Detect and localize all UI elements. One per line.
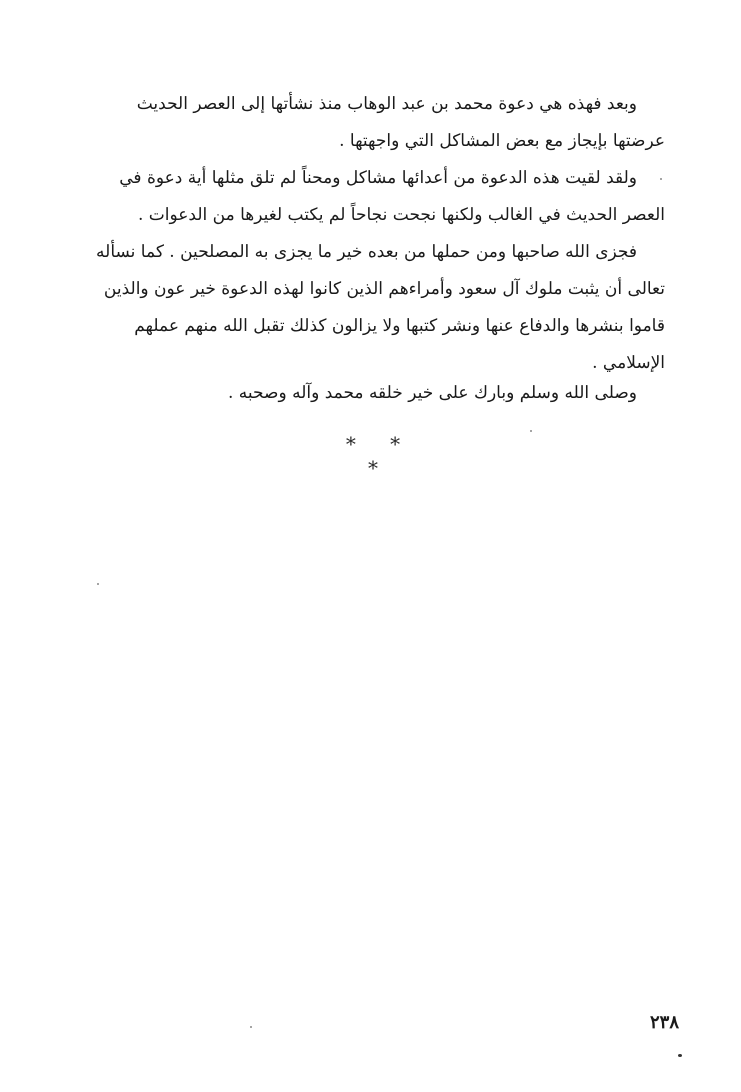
text-line: عرضتها بإيجاز مع بعض المشاكل التي واجهتها . (339, 131, 665, 151)
section-separator: * * * (345, 432, 415, 480)
scan-speck (250, 1026, 252, 1028)
paragraph-1 (90, 86, 665, 160)
text-line: وصلى الله وسلم وبارك على خير خلقه محمد وآله وصحبه . (228, 383, 637, 403)
paragraph-3 (90, 234, 665, 382)
text-line: الإسلامي . (592, 353, 665, 373)
text-line: قاموا بنشرها والدفاع عنها ونشر كتبها ولا يزالون كذلك تقبل الله منهم عملهم (134, 316, 665, 336)
text-line: فجزى الله صاحبها ومن حملها من بعده خير ما يجزى به المصلحين . كما نسأله (96, 242, 637, 262)
paragraph-2 (90, 160, 665, 234)
scan-speck (678, 1054, 682, 1057)
text-line: تعالى أن يثبت ملوك آل سعود وأمراءهم الذين كانوا لهذه الدعوة خير عون والذين (103, 279, 665, 299)
paragraph-4 (90, 375, 665, 412)
text-line: العصر الحديث في الغالب ولكنها نجحت نجاحاً لم يكتب لغيرها من الدعوات . (137, 205, 665, 225)
page-number: ٢٣٨ (649, 1012, 679, 1033)
text-line: وبعد فهذه هي دعوة محمد بن عبد الوهاب منذ نشأتها إلى العصر الحديث (136, 94, 637, 114)
text-line: ولقد لقيت هذه الدعوة من أعدائها مشاكل ومحناً لم تلق مثلها أية دعوة في (119, 168, 637, 188)
scan-speck (97, 583, 99, 585)
scan-speck (530, 430, 532, 432)
scan-speck (660, 178, 662, 180)
